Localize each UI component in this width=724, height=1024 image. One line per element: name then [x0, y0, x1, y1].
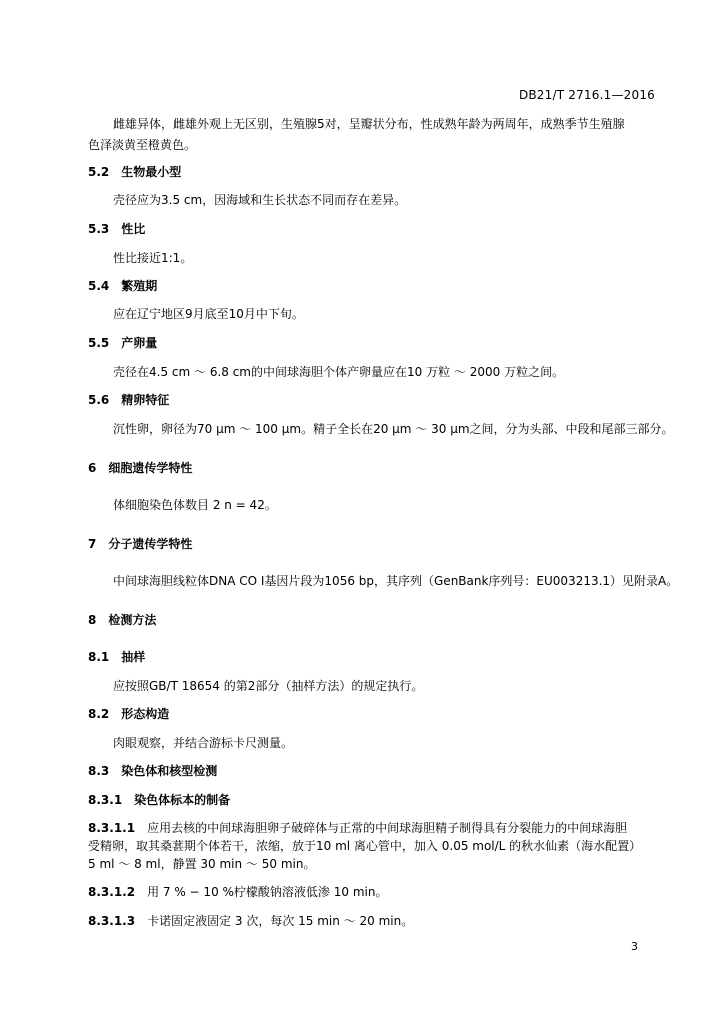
section-number: 6 — [88, 461, 97, 475]
paragraph-8-3-1-3 — [88, 913, 413, 930]
section-number: 5.2 — [88, 165, 110, 179]
paragraph-8-3-1-1-line-1 — [88, 820, 627, 837]
paragraph-intro-line-1: 雌雄异体，雌雄外观上无区别，生殖腺5对，呈瓣状分布，性成熟年龄为两周年，成熟季节生殖腺 — [113, 117, 625, 131]
section-number: 8.2 — [88, 707, 110, 721]
section-heading-6 — [88, 460, 192, 477]
section-title: 染色体标本的制备 — [134, 793, 231, 807]
section-title: 形态构造 — [121, 707, 170, 721]
section-title: 生物最小型 — [121, 165, 182, 179]
paragraph-8-3-1-1-line-2: 受精卵，取其桑葚期个体若干，浓缩，放于10 ml 离心管中，加入 0.05 mol/L 的秋水仙素（海水配置） — [88, 839, 642, 853]
paragraph-5-5: 壳径在4.5 cm ～ 6.8 cm的中间球海胆个体产卵量应在10 万粒 ～ 2000 万粒之间。 — [113, 365, 565, 379]
paragraph-5-2: 壳径应为3.5 cm，因海域和生长状态不同而存在差异。 — [113, 193, 407, 207]
section-title: 产卵量 — [121, 336, 158, 350]
paragraph-5-3: 性比接近1:1。 — [113, 251, 193, 265]
section-heading-8-3 — [88, 763, 217, 780]
section-heading-8-2 — [88, 706, 169, 723]
section-title: 抽样 — [121, 650, 146, 664]
section-number: 8 — [88, 613, 97, 627]
paragraph-5-6: 沉性卵，卵径为70 μm ～ 100 μm。精子全长在20 μm ～ 30 μm之间，分为头部、中段和尾部三部分。 — [113, 422, 674, 436]
paragraph-8-3-1-2 — [88, 884, 387, 901]
section-number: 8.1 — [88, 650, 110, 664]
section-heading-7 — [88, 536, 192, 553]
section-heading-5-2 — [88, 164, 181, 181]
document-number-header: DB21/T 2716.1—2016 — [518, 88, 655, 102]
section-title: 检测方法 — [108, 613, 157, 627]
paragraph-6: 体细胞染色体数目 2 n = 42。 — [113, 498, 277, 512]
section-title: 性比 — [121, 222, 146, 236]
page-number: 3 — [631, 940, 638, 953]
paragraph-8-1: 应按照GB/T 18654 的第2部分（抽样方法）的规定执行。 — [113, 679, 424, 693]
section-heading-5-3 — [88, 221, 145, 238]
section-number: 5.5 — [88, 336, 110, 350]
section-heading-8-3-1 — [88, 792, 230, 809]
section-heading-5-4 — [88, 278, 157, 295]
section-heading-8 — [88, 612, 156, 629]
section-number: 8.3.1.1 — [88, 821, 136, 835]
section-number: 8.3 — [88, 764, 110, 778]
section-title: 染色体和核型检测 — [121, 764, 218, 778]
section-heading-5-6 — [88, 392, 169, 409]
paragraph-7: 中间球海胆线粒体DNA CO Ⅰ基因片段为1056 bp，其序列（GenBank序列号：EU003213.1）见附录A。 — [113, 574, 679, 588]
section-title: 精卵特征 — [121, 393, 170, 407]
paragraph-8-3-1-1-line-3: 5 ml ～ 8 ml，静置 30 min ～ 50 min。 — [88, 857, 316, 871]
paragraph-text: 用 7 % − 10 %柠檬酸钠溶液低渗 10 min。 — [147, 885, 388, 899]
section-number: 8.3.1 — [88, 793, 123, 807]
paragraph-intro-line-2: 色泽淡黄至橙黄色。 — [88, 138, 197, 152]
section-number: 5.4 — [88, 279, 110, 293]
section-title: 分子遗传学特性 — [108, 537, 193, 551]
section-heading-8-1 — [88, 649, 145, 666]
paragraph-text: 卡诺固定液固定 3 次，每次 15 min ～ 20 min。 — [147, 914, 414, 928]
section-heading-5-5 — [88, 335, 157, 352]
section-number: 5.6 — [88, 393, 110, 407]
paragraph-text: 应用去核的中间球海胆卵子破碎体与正常的中间球海胆精子制得具有分裂能力的中间球海胆 — [147, 821, 628, 835]
paragraph-5-4: 应在辽宁地区9月底至10月中下旬。 — [113, 307, 304, 321]
section-number: 5.3 — [88, 222, 110, 236]
section-number: 8.3.1.3 — [88, 914, 136, 928]
section-title: 细胞遗传学特性 — [108, 461, 193, 475]
section-number: 7 — [88, 537, 97, 551]
paragraph-8-2: 肉眼观察，并结合游标卡尺测量。 — [113, 736, 294, 750]
section-number: 8.3.1.2 — [88, 885, 136, 899]
section-title: 繁殖期 — [121, 279, 158, 293]
